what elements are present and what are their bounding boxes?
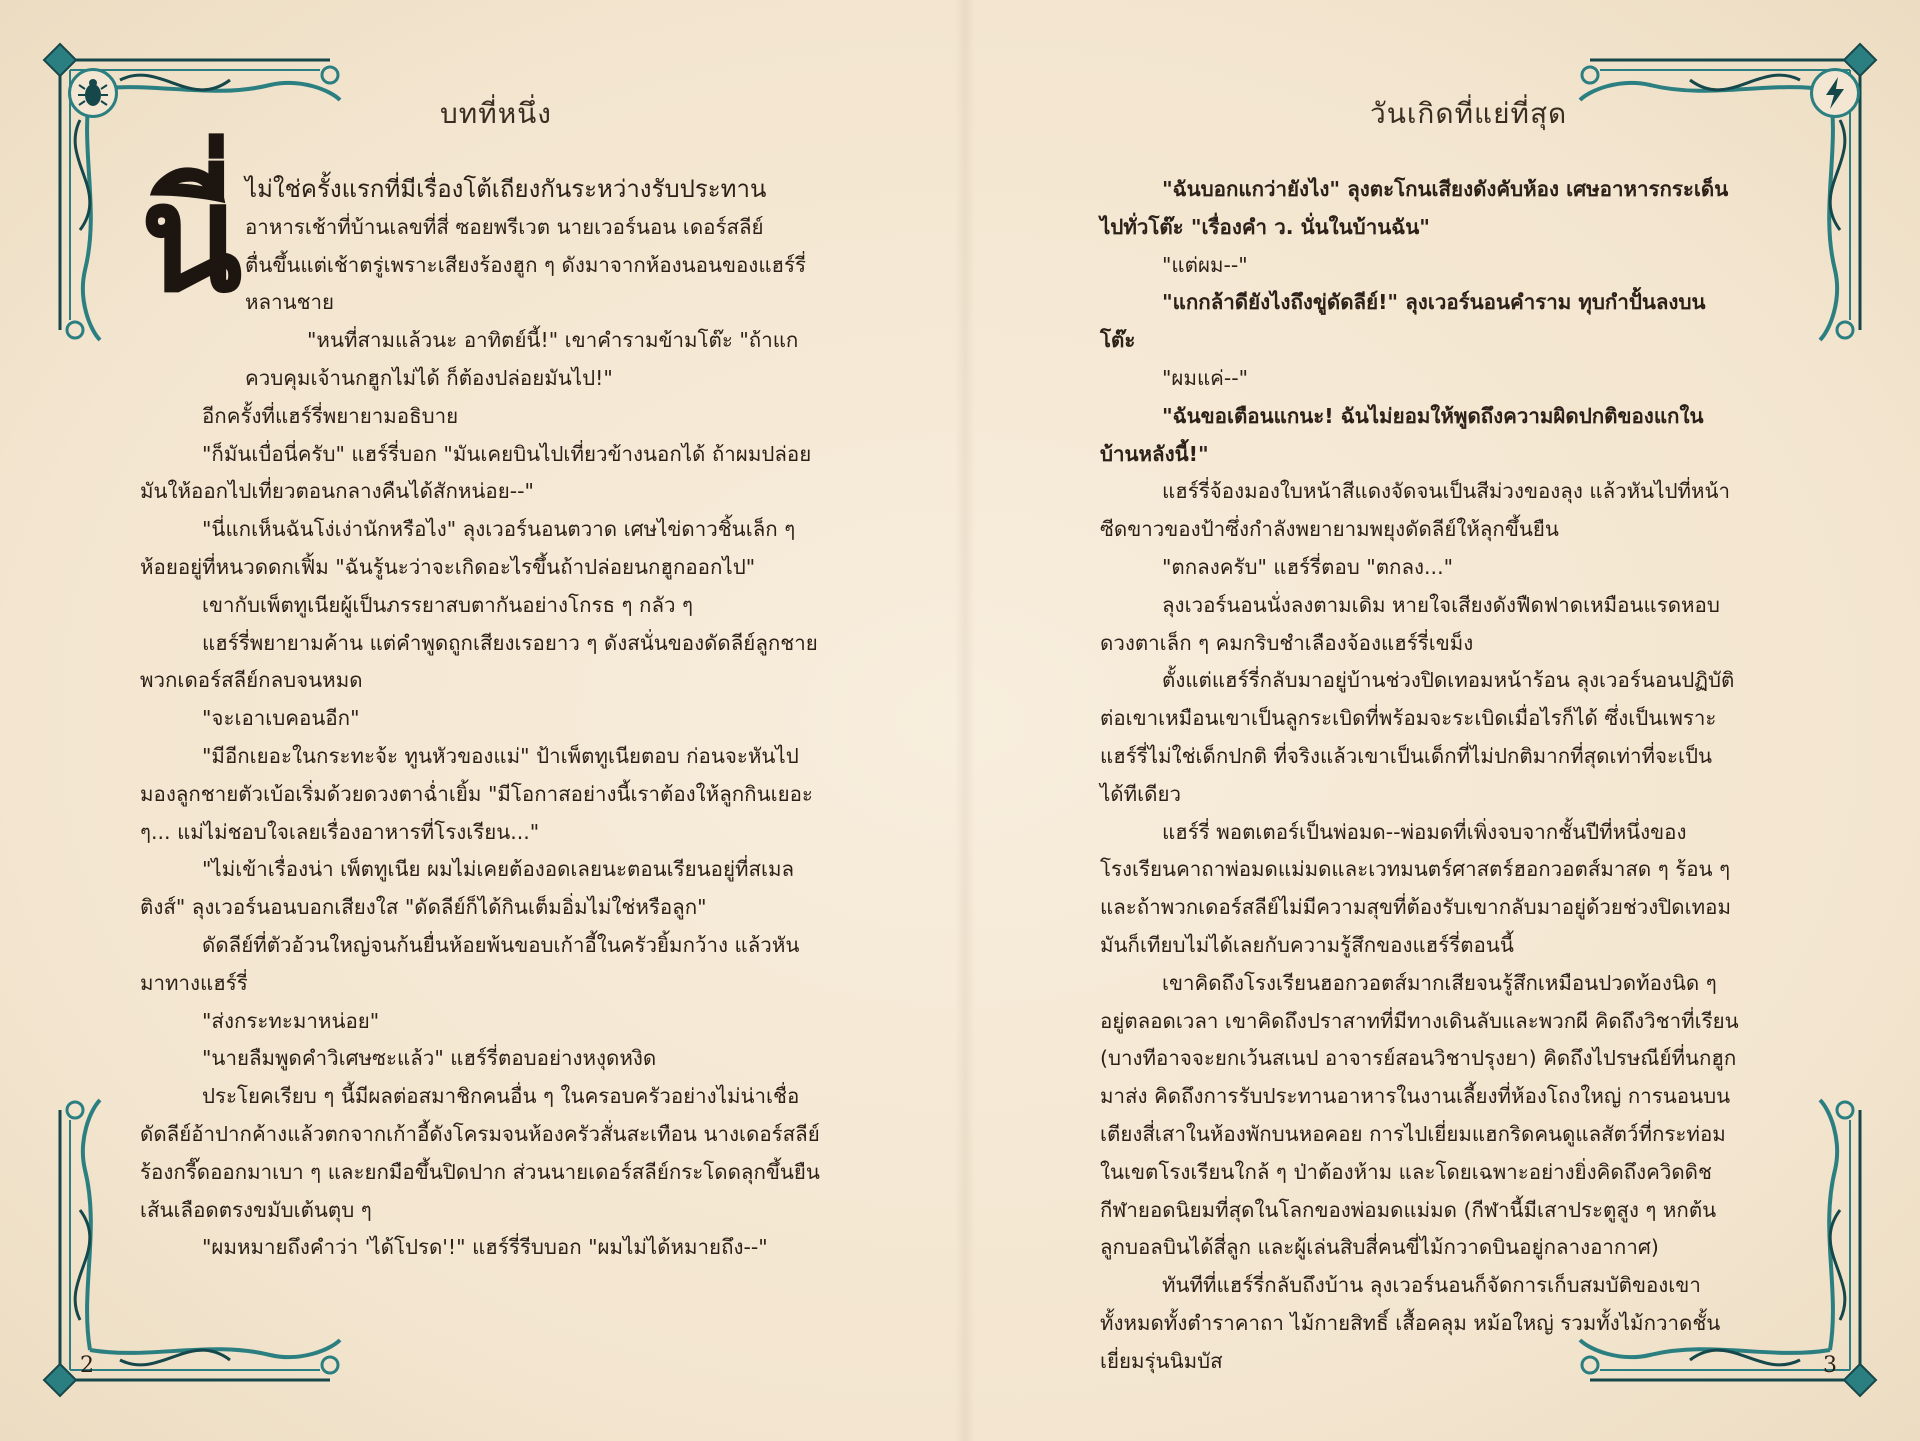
paragraph: "ฉันบอกแกว่ายังไง" ลุงตะโกนเสียงดังคับห้อง เศษอาหารกระเด็นไปทั่วโต๊ะ "เรื่องคำ ว. นั่นในบ้านฉัน" [1100,177,1729,239]
lead-line: หลานชาย [245,290,335,315]
paragraph: "จะเอาเบคอนอีก" [202,706,360,731]
page-number: 3 [1823,1353,1837,1378]
paragraph: ทันทีที่แฮร์รี่กลับถึงบ้าน ลุงเวอร์นอนก็จัดการเก็บสมบัติของเขาทั้งหมดทั้งตำราคาถา ไม้กายสิทธิ์ เสื้อคลุม หม้อใหญ่ รวมทั้งไม้กวาดชั้นเยี่ยมรุ่นนิมบัส [1100,1273,1721,1373]
lead-line: ตื่นขึ้นแต่เช้าตรู่เพราะเสียงร้องฮูก ๆ ดังมาจากห้องนอนของแฮร์รี่ [245,252,807,277]
right-page [960,0,1920,1441]
running-head: บทที่หนึ่ง [440,97,552,130]
running-head: วันเกิดที่แย่ที่สุด [1370,97,1568,130]
opening-paragraph [140,150,820,398]
paragraph: เขากับเพ็ตทูเนียผู้เป็นภรรยาสบตากันอย่างโกรธ ๆ กลัว ๆ [202,592,694,617]
beetle-medallion [68,68,118,118]
left-body-text [140,150,820,1267]
drop-cap: นี่ [140,150,243,326]
paragraph: ดัดลีย์ที่ตัวอ้วนใหญ่จนก้นยื่นห้อยพ้นขอบเก้าอี้ในครัวยิ้มกว้าง แล้วหันมาทางแฮร์รี่ [140,932,800,995]
paragraph: "แต่ผม--" [1162,252,1248,277]
paragraph: "นี่แกเห็นฉันโง่เง่านักหรือไง" ลุงเวอร์นอนตวาด เศษไข่ดาวชิ้นเล็ก ๆ ห้อยอยู่ที่หนวดดกเฟิ้ม "ฉันรู้นะว่าจะเกิดอะไรขึ้นถ้าปล่อยนกฮูกออกไป" [140,517,796,579]
paragraph: ลุงเวอร์นอนนั่งลงตามเดิม หายใจเสียงดังฟืดฟาดเหมือนแรดหอบ ดวงตาเล็ก ๆ คมกริบชำเลืองจ้องแฮร์รี่เขม็ง [1100,592,1720,655]
paragraph: "ส่งกระทะมาหน่อย" [202,1008,380,1033]
page-number: 2 [80,1353,94,1378]
lead-line: อาหารเช้าที่บ้านเลขที่สี่ ซอยพรีเวต นายเวอร์นอน เดอร์สลีย์ [245,214,764,239]
lightning-medallion [1810,68,1860,118]
paragraph: เขาคิดถึงโรงเรียนฮอกวอตส์มากเสียจนรู้สึกเหมือนปวดท้องนิด ๆ อยู่ตลอดเวลา เขาคิดถึงปราสาทที่มีทางเดินลับและพวกผี คิดถึงวิชาที่เรียน (บางทีอาจจะยกเว้นสเนป อาจารย์สอนวิชาปรุงยา) คิดถึงไปรษณีย์ที่นกฮูกมาส่ง คิดถึงการรับประทานอาหารในงานเลี้ยงที่ห้องโถงใหญ่ การนอนบนเตียงสี่เสาในห้องพักบนหอคอย การไปเยี่ยมแฮกริดคนดูแลสัตว์ที่กระท่อมในเขตโรงเรียนใกล้ ๆ ป่าต้องห้าม และโดยเฉพาะอย่างยิ่งคิดถึงควิดดิช กีฬายอดนิยมที่สุดในโลกของพ่อมดแม่มด (กีฬานี้มีเสาประตูสูง ๆ หกต้น ลูกบอลบินได้สี่ลูก และผู้เล่นสิบสี่คนขี่ไม้กวาดบินอยู่กลางอากาศ) [1100,970,1739,1260]
lead-line: ไม่ใช่ครั้งแรกที่มีเรื่องโต้เถียงกันระหว่างรับประทาน [245,175,767,203]
paragraph: แฮร์รี่พยายามค้าน แต่คำพูดถูกเสียงเรอยาว ๆ ดังสนั่นของดัดลีย์ลูกชายพวกเดอร์สลีย์กลบจนหมด [140,630,818,693]
paragraph: แฮร์รี่จ้องมองใบหน้าสีแดงจัดจนเป็นสีม่วงของลุง แล้วหันไปที่หน้าซีดขาวของป้าซึ่งกำลังพยายามพยุงดัดลีย์ให้ลุกขึ้นยืน [1100,479,1731,542]
lightning-bolt-icon [1813,71,1857,115]
paragraph: "ฉันขอเตือนแกนะ! ฉันไม่ยอมให้พูดถึงความผิดปกติของแกในบ้านหลังนี้!" [1100,403,1704,466]
paragraph: "ก็มันเบื่อนี่ครับ" แฮร์รี่บอก "มันเคยบินไปเที่ยวข้างนอกได้ ถ้าผมปล่อยมันให้ออกไปเที่ยวตอนกลางคืนได้สักหน่อย--" [140,441,812,504]
paragraph: ควบคุมเจ้านกฮูกไม่ได้ ก็ต้องปล่อยมันไป!" [245,365,613,390]
paragraph: "ไม่เข้าเรื่องน่า เพ็ตทูเนีย ผมไม่เคยต้องอดเลยนะตอนเรียนอยู่ที่สเมลติงส์" ลุงเวอร์นอนบอกเสียงใส "ดัดลีย์ก็ได้กินเต็มอิ่มไม่ใช่หรือลูก" [140,857,795,920]
paragraph: ตั้งแต่แฮร์รี่กลับมาอยู่บ้านช่วงปิดเทอมหน้าร้อน ลุงเวอร์นอนปฏิบัติต่อเขาเหมือนเขาเป็นลูกระเบิดที่พร้อมจะระเบิดเมื่อไรก็ได้ ซึ่งเป็นเพราะแฮร์รี่ไม่ใช่เด็กปกติ ที่จริงแล้วเขาเป็นเด็กที่ไม่ปกติมากที่สุดเท่าที่จะเป็นได้ทีเดียว [1100,668,1735,806]
right-body-text [1100,171,1740,1381]
paragraph: "ผมหมายถึงคำว่า 'ได้โปรด'!" แฮร์รี่รีบบอก "ผมไม่ได้หมายถึง--" [202,1235,768,1260]
beetle-icon [71,71,115,115]
paragraph: "ผมแค่--" [1162,365,1249,390]
paragraph: "มีอีกเยอะในกระทะจ้ะ ทูนหัวของแม่" ป้าเพ็ตทูเนียตอบ ก่อนจะหันไปมองลูกชายตัวเบ้อเริ่มด้วยดวงตาฉ่ำเยิ้ม "มีโอกาสอย่างนี้เราต้องให้ลูกกินเยอะ ๆ... แม่ไม่ชอบใจเลยเรื่องอาหารที่โรงเรียน..." [140,743,813,844]
paragraph: แฮร์รี่ พอตเตอร์เป็นพ่อมด--พ่อมดที่เพิ่งจบจากชั้นปีที่หนึ่งของโรงเรียนคาถาพ่อมดแม่มดและเวทมนตร์ศาสตร์ฮอกวอตส์มาสด ๆ ร้อน ๆ และถ้าพวกเดอร์สลีย์ไม่มีความสุขที่ต้องรับเขากลับมาอยู่ด้วยช่วงปิดเทอม มันก็เทียบไม่ได้เลยกับความรู้สึกของแฮร์รี่ตอนนี้ [1100,819,1731,957]
paragraph: "นายลืมพูดคำวิเศษซะแล้ว" แฮร์รี่ตอบอย่างหงุดหงิด [202,1046,657,1071]
paragraph: "ตกลงครับ" แฮร์รี่ตอบ "ตกลง..." [1162,554,1454,579]
paragraph: "แกกล้าดียังไงถึงขู่ดัดลีย์!" ลุงเวอร์นอนคำราม ทุบกำปั้นลงบนโต๊ะ [1100,290,1706,353]
paragraph: อีกครั้งที่แฮร์รี่พยายามอธิบาย [202,403,459,428]
paragraph: "หนที่สามแล้วนะ อาทิตย์นี้!" เขาคำรามข้ามโต๊ะ "ถ้าแก [307,328,799,353]
paragraph: ประโยคเรียบ ๆ นี้มีผลต่อสมาชิกคนอื่น ๆ ในครอบครัวอย่างไม่น่าเชื่อ ดัดลีย์อ้าปากค้างแล้วตกจากเก้าอี้ดังโครมจนห้องครัวสั่นสะเทือน นางเดอร์สลีย์ร้องกรี๊ดออกมาเบา ๆ และยกมือขึ้นปิดปาก ส่วนนายเดอร์สลีย์กระโดดลุกขึ้นยืน เส้นเลือดตรงขมับเต้นตุบ ๆ [140,1084,820,1222]
